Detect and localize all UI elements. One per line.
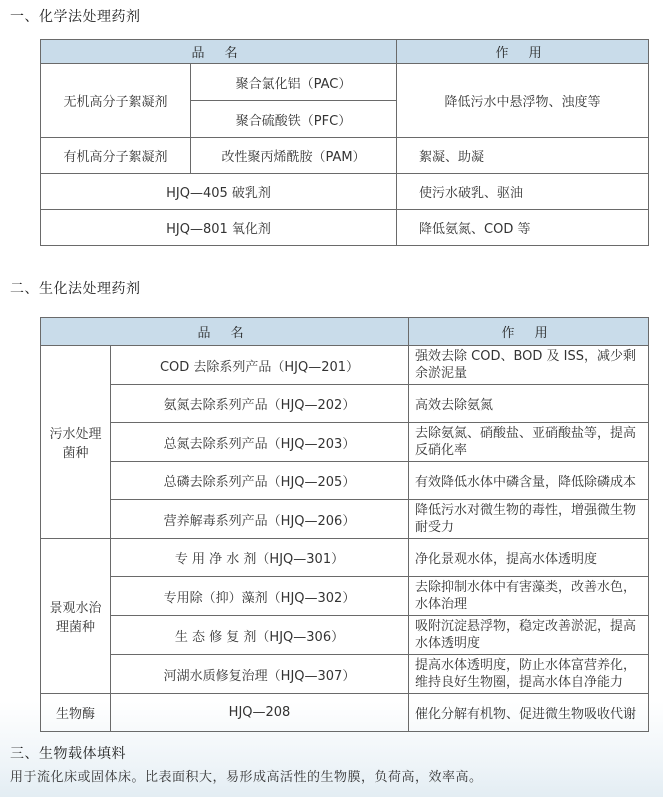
table2-product-206: 营养解毒系列产品（HJQ—206） [111, 500, 409, 539]
table2-function-208: 催化分解有机物、促进微生物吸收代谢 [409, 694, 649, 732]
table1-product-405: HJQ—405 破乳剂 [41, 174, 397, 210]
table2-product-306: 生 态 修 复 剂（HJQ—306） [111, 616, 409, 655]
table2-function-306: 吸附沉淀悬浮物，稳定改善淤泥，提高水体透明度 [409, 616, 649, 655]
table1-category-inorganic: 无机高分子絮凝剂 [41, 64, 191, 138]
table2-function-307: 提高水体透明度，防止水体富营养化，维持良好生物圈，提高水体自净能力 [409, 655, 649, 694]
section3-description: 用于流化床或固体床。比表面积大，易形成高活性的生物膜，负荷高，效率高。 [10, 770, 483, 785]
chemical-agents-table [40, 39, 649, 246]
table2-category-landscape: 景观水治理菌种 [41, 539, 111, 694]
table1-header-function: 作 用 [397, 40, 649, 64]
table2-product-205: 总磷去除系列产品（HJQ—205） [111, 462, 409, 500]
table1-product-pam: 改性聚丙烯酰胺（PAM） [191, 138, 397, 174]
table1-product-pfc: 聚合硫酸铁（PFC） [191, 101, 397, 138]
table2-product-302: 专用除（抑）藻剂（HJQ—302） [111, 577, 409, 616]
table2-function-203: 去除氨氮、硝酸盐、亚硝酸盐等，提高反硝化率 [409, 423, 649, 462]
table2-product-201: COD 去除系列产品（HJQ—201） [111, 346, 409, 385]
table1-category-organic: 有机高分子絮凝剂 [41, 138, 191, 174]
table1-function-801: 降低氨氮、COD 等 [397, 210, 649, 246]
table1-function-pac-pfc: 降低污水中悬浮物、浊度等 [397, 64, 649, 138]
table2-function-201: 强效去除 COD、BOD 及 ISS，减少剩余淤泥量 [409, 346, 649, 385]
biochemical-agents-table [40, 317, 649, 732]
table2-header-name: 品 名 [41, 318, 409, 346]
table1-product-801: HJQ—801 氧化剂 [41, 210, 397, 246]
table2-header-function: 作 用 [409, 318, 649, 346]
table1-function-405: 使污水破乳、驱油 [397, 174, 649, 210]
table2-product-208: HJQ—208 [111, 694, 409, 732]
table2-function-301: 净化景观水体，提高水体透明度 [409, 539, 649, 577]
table2-product-203: 总氮去除系列产品（HJQ—203） [111, 423, 409, 462]
section-heading-chemical: 一、化学法处理药剂 [10, 9, 141, 25]
table2-product-202: 氨氮去除系列产品（HJQ—202） [111, 385, 409, 423]
section-heading-biochemical: 二、生化法处理药剂 [10, 281, 141, 297]
table1-function-pam: 絮凝、助凝 [397, 138, 649, 174]
table2-category-sewage: 污水处理菌种 [41, 346, 111, 539]
section-heading-carrier: 三、生物载体填料 [10, 746, 126, 762]
table2-category-enzyme: 生物酶 [41, 694, 111, 732]
table2-function-202: 高效去除氨氮 [409, 385, 649, 423]
table2-function-205: 有效降低水体中磷含量，降低除磷成本 [409, 462, 649, 500]
table2-product-301: 专 用 净 水 剂（HJQ—301） [111, 539, 409, 577]
table2-function-206: 降低污水对微生物的毒性，增强微生物耐受力 [409, 500, 649, 539]
table2-function-302: 去除抑制水体中有害藻类，改善水色，水体治理 [409, 577, 649, 616]
table1-product-pac: 聚合氯化铝（PAC） [191, 64, 397, 101]
table1-header-name: 品 名 [41, 40, 397, 64]
table2-product-307: 河湖水质修复治理（HJQ—307） [111, 655, 409, 694]
